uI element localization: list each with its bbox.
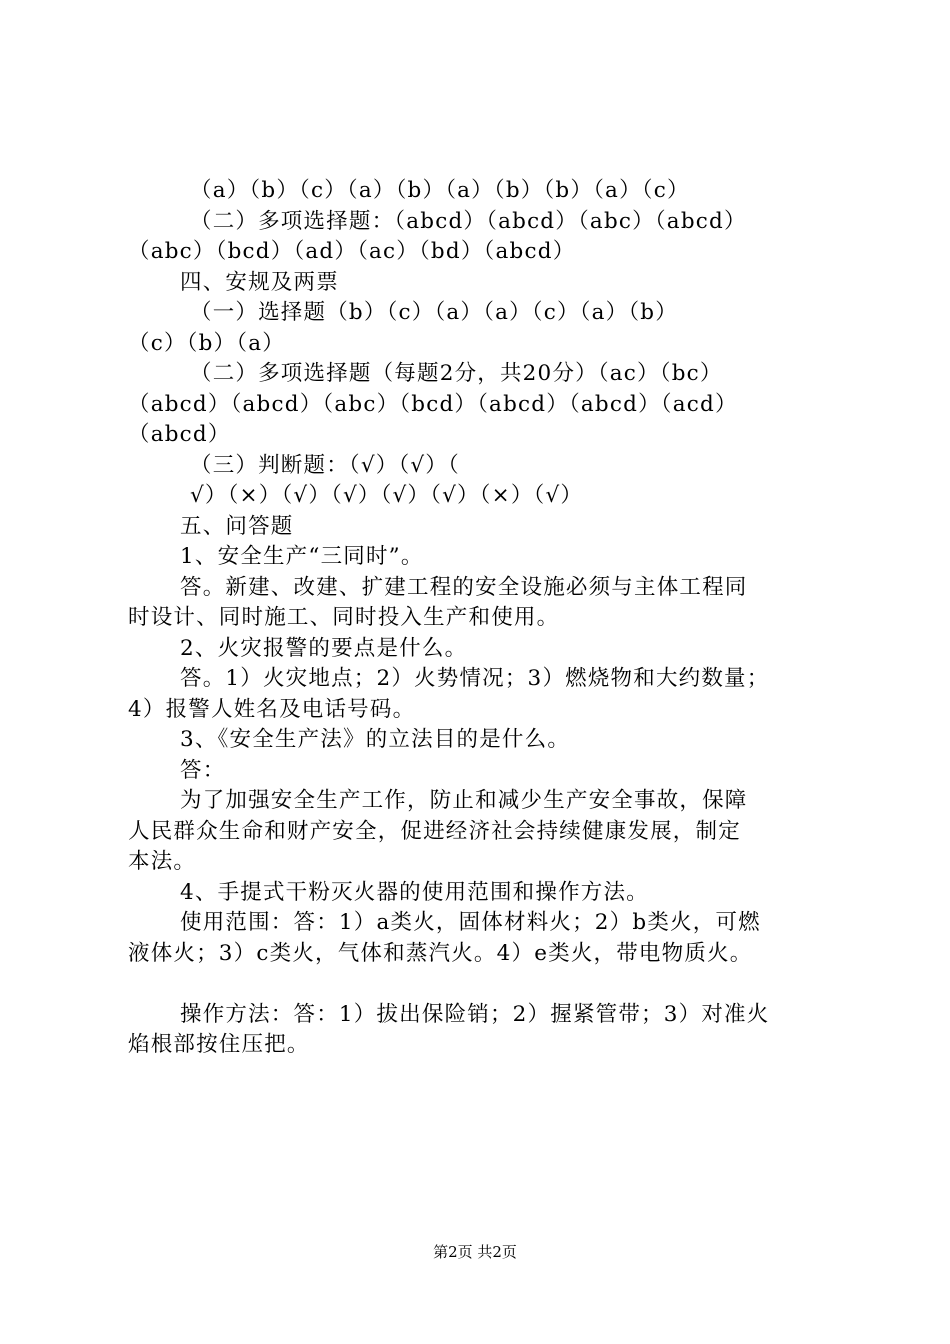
answer-line: （二）多项选择题（每题2分，共20分）（ac）（bc） bbox=[190, 361, 723, 386]
answer-line: （三）判断题：（√）（√）（ bbox=[190, 452, 460, 478]
answer-line: 焰根部按住压把。 bbox=[128, 1032, 310, 1057]
answer-line: 为了加强安全生产工作，防止和减少生产安全事故，保障 bbox=[180, 788, 748, 813]
question-line: 3、《安全生产法》的立法目的是什么。 bbox=[180, 727, 571, 752]
page-number: 第2页 共2页 bbox=[433, 1243, 517, 1261]
answer-line: 使用范围：答：1）a类火，固体材料火；2）b类火，可燃 bbox=[180, 910, 761, 935]
answer-line: （abcd） bbox=[128, 422, 231, 447]
blank-line bbox=[128, 969, 832, 1000]
answer-line: √）（×）（√）（√）（√）（√）（×）（√） bbox=[190, 483, 584, 508]
section-heading: 四、安规及两票 bbox=[180, 269, 339, 295]
answer-line: 操作方法：答：1）拔出保险销；2）握紧管带；3）对准火 bbox=[180, 1001, 770, 1027]
answer-line: 答。1）火灾地点；2）火势情况；3）燃烧物和大约数量； bbox=[180, 666, 770, 691]
answer-line: （abc）（bcd）（ad）（ac）（bd）（abcd） bbox=[128, 239, 576, 264]
answer-line: 时设计、同时施工、同时投入生产和使用。 bbox=[128, 605, 560, 630]
question-line: 2、火灾报警的要点是什么。 bbox=[180, 635, 468, 661]
question-line: 1、安全生产“三同时”。 bbox=[180, 544, 424, 569]
document-body bbox=[128, 176, 832, 1061]
answer-line: 4）报警人姓名及电话号码。 bbox=[128, 696, 416, 722]
answer-line: （二）多项选择题：（abcd）（abcd）（abc）（abcd） bbox=[190, 208, 747, 234]
answer-line: 答： bbox=[180, 757, 226, 783]
question-line: 4、手提式干粉灭火器的使用范围和操作方法。 bbox=[180, 879, 649, 905]
answer-line: （一）选择题（b）（c）（a）（a）（c）（a）（b） bbox=[190, 300, 678, 325]
answer-line: 答。新建、改建、扩建工程的安全设施必须与主体工程同 bbox=[180, 574, 748, 600]
section-heading: 五、问答题 bbox=[180, 513, 294, 539]
answer-line: 人民群众生命和财产安全，促进经济社会持续健康发展，制定 bbox=[128, 818, 741, 844]
answer-line: （c）（b）（a） bbox=[128, 330, 285, 356]
answer-line: 本法。 bbox=[128, 849, 197, 874]
answer-line: 液体火；3）c类火，气体和蒸汽火。4）e类火，带电物质火。 bbox=[128, 940, 753, 966]
answer-line: （a）（b）（c）（a）（b）（a）（b）（b）（a）（c） bbox=[190, 178, 690, 203]
answer-line: （abcd）（abcd）（abc）（bcd）（abcd）（abcd）（acd） bbox=[128, 391, 738, 417]
